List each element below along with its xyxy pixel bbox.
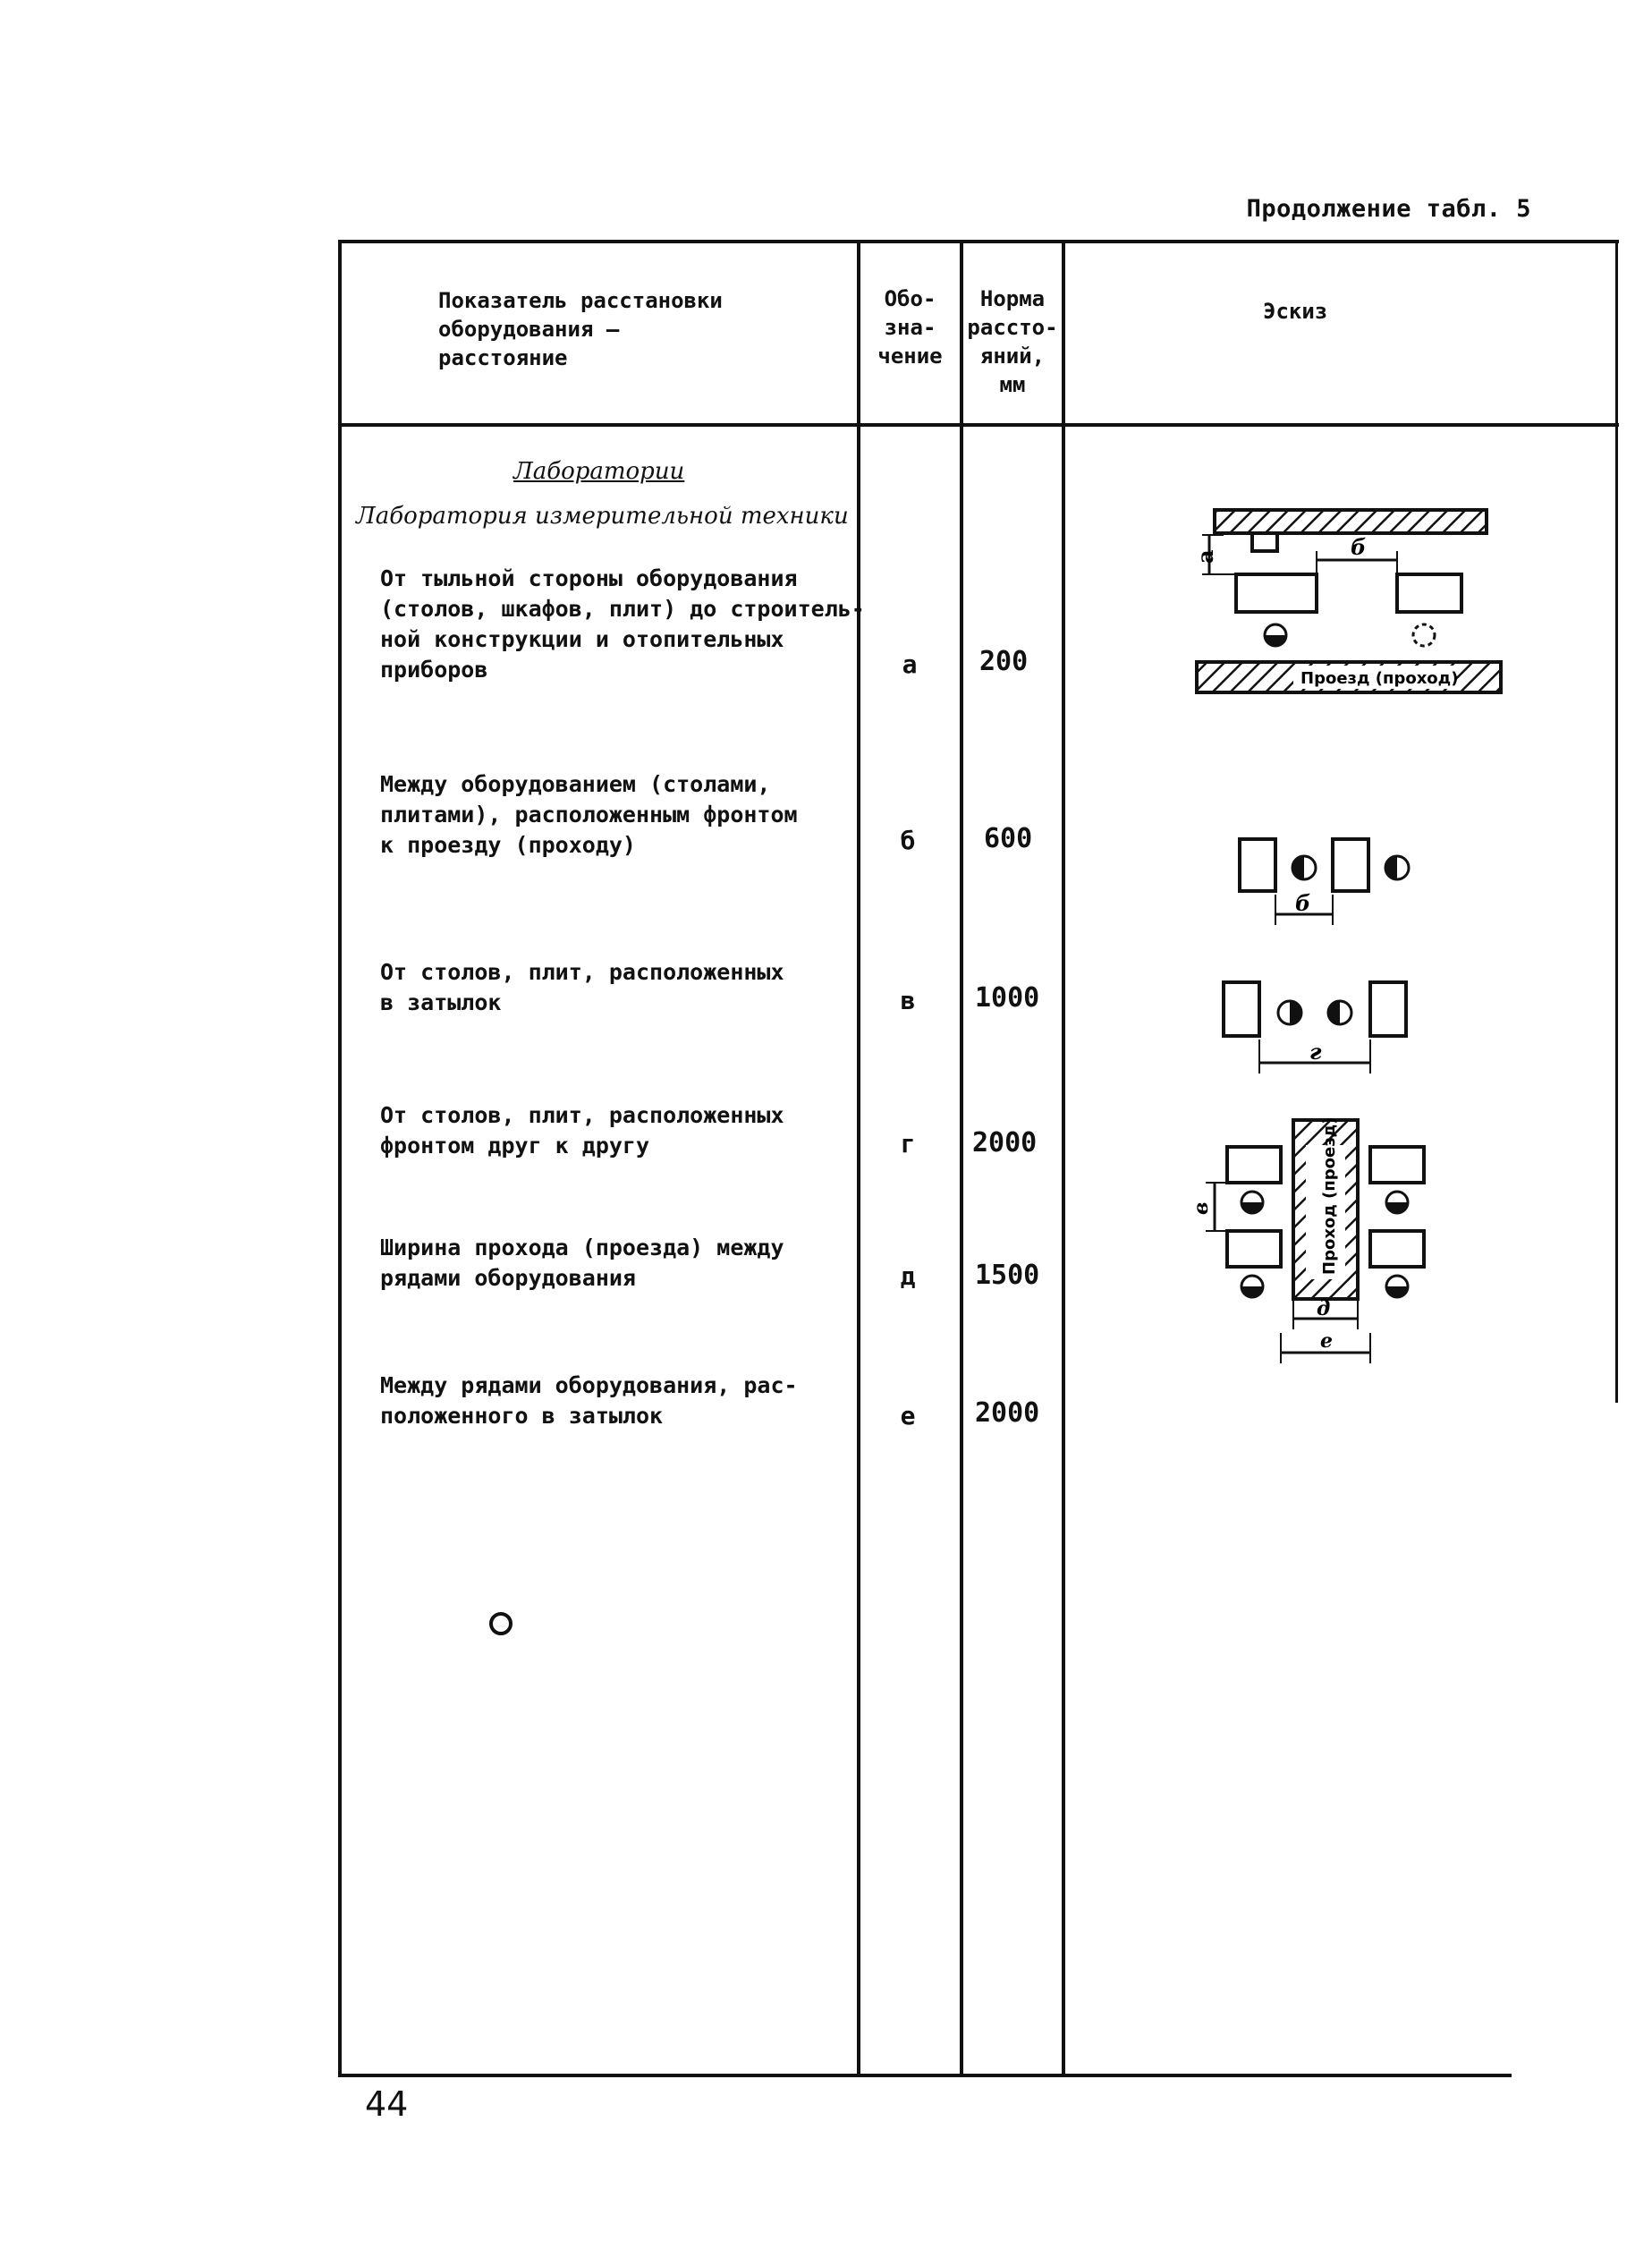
row-1-norm: 200: [979, 646, 1029, 677]
row-4-norm: 2000: [972, 1127, 1038, 1158]
sketch-4-passage-label: Проход (проезд): [1320, 1116, 1339, 1275]
sketch-1-label-a: а: [1192, 549, 1218, 564]
sketch-4-label-e: е: [1320, 1329, 1333, 1353]
row-2-symbol: б: [900, 826, 916, 855]
row-2-text: Между оборудованием (столами, плитами), расположенным фронтом к проезду (проходу): [380, 771, 798, 858]
sketch-3-back-to-back: [1216, 975, 1431, 1082]
table-top-border: [338, 240, 1619, 243]
table-left-border: [338, 240, 342, 2077]
header-bottom-border: [338, 423, 1619, 427]
sketch-1-passage-label: Проезд (проход): [1300, 669, 1459, 688]
col-divider-1: [857, 240, 860, 2077]
row-4-text: От столов, плит, расположенных фронтом друг к другу: [380, 1102, 784, 1158]
col-divider-2: [960, 240, 963, 2077]
sketch-1-label-b: б: [1351, 534, 1367, 560]
sketch-3-label-g: г: [1309, 1039, 1322, 1065]
table-bottom-border: [338, 2074, 1512, 2077]
header-sketch: Эскиз: [1263, 299, 1328, 324]
header-norm: Норма рассто- яний, мм: [967, 286, 1058, 397]
sketch-2-label-b: б: [1295, 890, 1311, 916]
sketch-1-back-to-wall: [1190, 501, 1512, 698]
table-continuation-caption: Продолжение табл. 5: [1246, 195, 1531, 223]
sketch-4-label-d: д: [1317, 1297, 1331, 1320]
row-3-norm: 1000: [975, 982, 1040, 1014]
header-designation: Обо- зна- чение: [877, 286, 943, 369]
sketch-4-facing-rows: [1163, 1109, 1467, 1369]
row-5-norm: 1500: [975, 1260, 1040, 1291]
col-divider-3: [1062, 240, 1065, 2077]
table-right-border: [1615, 240, 1618, 1403]
row-5-text: Ширина прохода (проезда) между рядами оборудования: [380, 1235, 784, 1291]
row-1-symbol: а: [902, 649, 918, 679]
header-indicator: Показатель расстановки оборудования – расстояние: [438, 288, 723, 370]
row-2-norm: 600: [984, 823, 1033, 854]
page-number: 44: [365, 2084, 409, 2124]
row-1-text: От тыльной стороны оборудования (столов, шкафов, плит) до строитель- ной конструкции и отопительных приборов: [380, 565, 865, 683]
row-3-symbol: в: [900, 986, 916, 1015]
sketch-4-label-v: в: [1190, 1201, 1213, 1215]
sketch-2-front-to-passage: [1234, 832, 1440, 939]
row-6-norm: 2000: [975, 1397, 1040, 1429]
row-5-symbol: д: [900, 1261, 916, 1291]
row-6-text: Между рядами оборудования, рас- положенного в затылок: [380, 1372, 798, 1429]
circle-mark: [487, 1610, 514, 1637]
row-3-text: От столов, плит, расположенных в затылок: [380, 959, 784, 1015]
section-title: Лаборатории: [513, 458, 685, 485]
subsection-title: Лаборатория измерительной техники: [356, 503, 849, 530]
row-6-symbol: е: [900, 1401, 916, 1430]
row-4-symbol: г: [900, 1129, 916, 1158]
